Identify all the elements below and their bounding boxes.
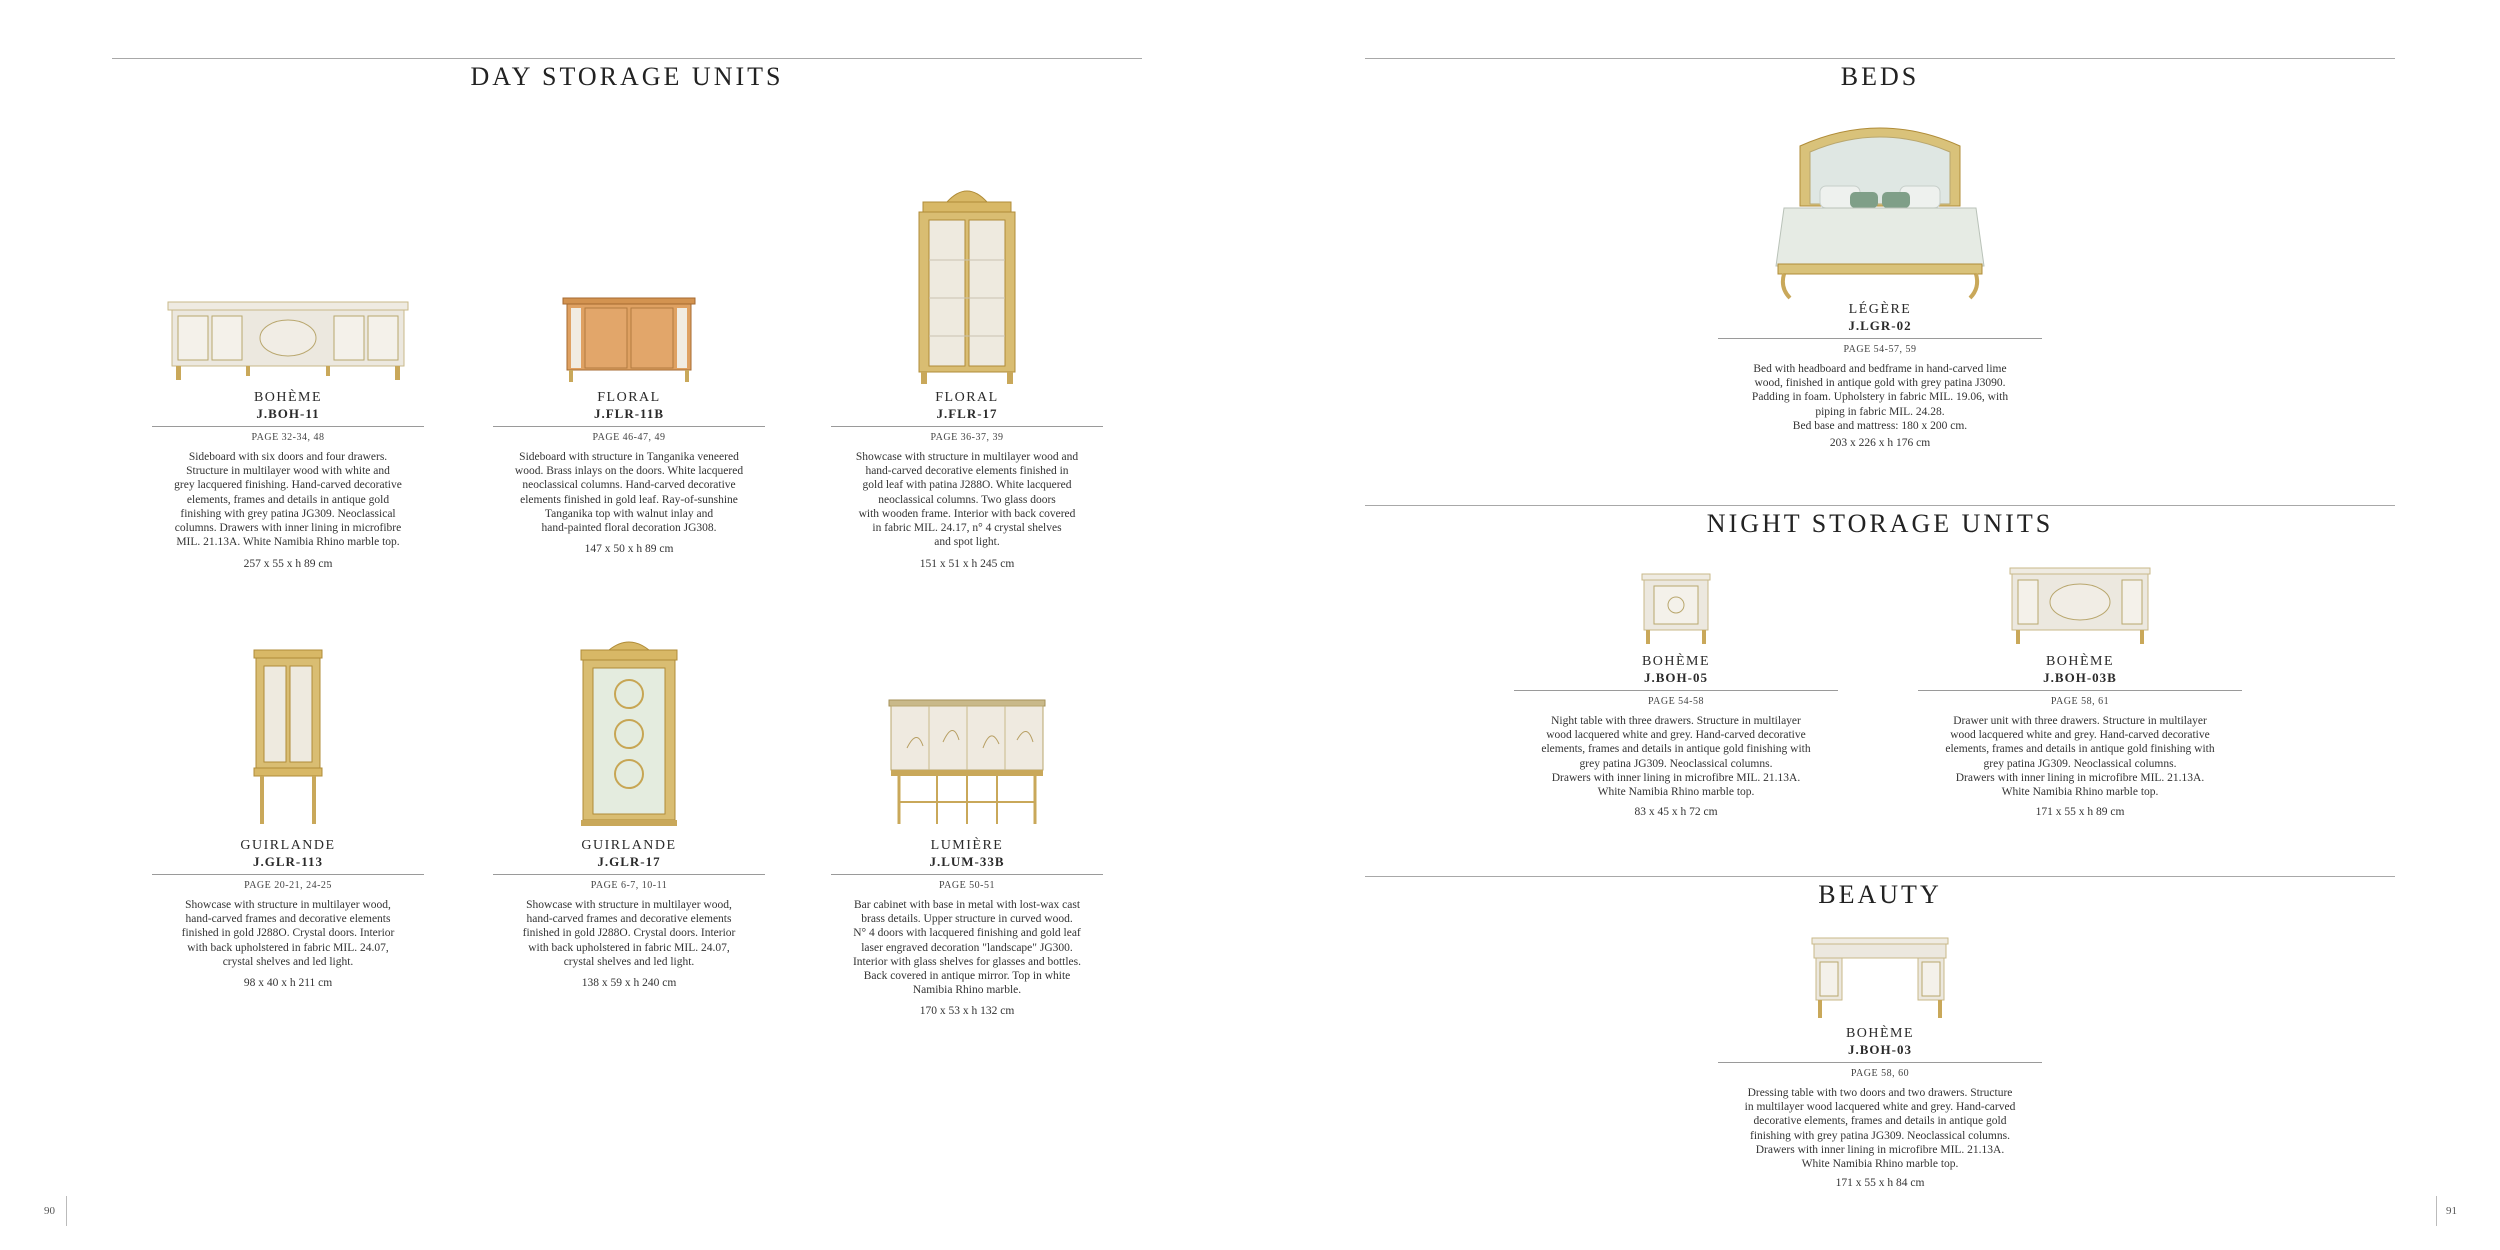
page-edge-line xyxy=(66,1196,67,1226)
product-name: BOHÈME xyxy=(253,390,323,405)
product-name: FLORAL xyxy=(935,390,999,405)
product-divider xyxy=(831,426,1103,427)
page-number: 90 xyxy=(44,1205,55,1217)
product-guirlande-17[interactable] xyxy=(493,610,765,1000)
product-pages: PAGE 46-47, 49 xyxy=(592,432,666,443)
product-pages: PAGE 36-37, 39 xyxy=(930,432,1004,443)
product-code: J.FLR-17 xyxy=(936,406,998,421)
product-description: Dressing table with two doors and two drawers. Structure in multilayer wood lacquered white and grey. Hand-carved decorative elements, frames and details in antique gold finishing with grey patina JG309. Neoclassical columns. Drawers with inner lining in microfibre MIL. 21.13A. White Namibia Rhino marble top. xyxy=(1744,1087,2016,1171)
boheme-dressing-table-image xyxy=(1810,934,1950,1020)
product-dimensions: 83 x 45 x h 72 cm xyxy=(1634,806,1718,818)
product-code: J.LGR-02 xyxy=(1848,318,1912,333)
product-code: J.LUM-33B xyxy=(929,854,1005,869)
product-dimensions: 171 x 55 x h 84 cm xyxy=(1835,1177,1925,1189)
page-number: 91 xyxy=(2446,1205,2457,1217)
product-divider xyxy=(493,874,765,875)
product-name: GUIRLANDE xyxy=(581,838,677,853)
product-name: GUIRLANDE xyxy=(240,838,336,853)
product-name: LÉGÈRE xyxy=(1848,302,1912,317)
section-title-night-storage: NIGHT STORAGE UNITS xyxy=(1706,509,2054,538)
section-rule xyxy=(112,58,1142,59)
product-divider xyxy=(1918,690,2242,691)
product-pages: PAGE 54-57, 59 xyxy=(1843,344,1917,355)
boheme-night-table-image xyxy=(1640,570,1712,646)
floral-showcase-image xyxy=(907,180,1027,386)
product-dimensions: 138 x 59 x h 240 cm xyxy=(581,977,677,989)
product-divider xyxy=(493,426,765,427)
product-divider xyxy=(152,426,424,427)
product-description: Sideboard with six doors and four drawers. Structure in multilayer wood with white and grey lacquered finishing. Hand-carved decorative elements, frames and details in antique gold finishing with grey patina JG309. Neoclassical columns. Drawers with inner lining in microfibre MIL. 21.13A. White Namibia Rhino marble top. xyxy=(174,451,402,549)
section-title-beds: BEDS xyxy=(1840,62,1920,91)
product-dimensions: 171 x 55 x h 89 cm xyxy=(2035,806,2125,818)
product-divider xyxy=(1514,690,1838,691)
product-pages: PAGE 6-7, 10-11 xyxy=(590,880,668,891)
lumiere-bar-image xyxy=(887,698,1047,826)
product-description: Showcase with structure in multilayer wood, hand-carved frames and decorative elements finished in gold J288O. Crystal doors. Interior with back upholstered in fabric MIL. 24.07, crystal shelves and led light. xyxy=(522,899,736,968)
product-divider xyxy=(1718,338,2042,339)
guirlande-17-image xyxy=(575,634,683,826)
product-dimensions: 170 x 53 x h 132 cm xyxy=(919,1005,1015,1017)
product-pages: PAGE 54-58 xyxy=(1647,696,1705,707)
product-description: Night table with three drawers. Structure in multilayer wood lacquered white and grey. Hand-carved decorative elements, frames and details in antique gold finishing with grey patina JG309. Neoclassical columns. Drawers with inner lining in microfibre MIL. 21.13A. White Namibia Rhino marble top. xyxy=(1541,715,1811,799)
product-dimensions: 98 x 40 x h 211 cm xyxy=(243,977,333,989)
product-name: FLORAL xyxy=(597,390,661,405)
product-divider xyxy=(1718,1062,2042,1063)
product-dimensions: 151 x 51 x h 245 cm xyxy=(919,558,1015,570)
product-description: Bar cabinet with base in metal with lost-wax cast brass details. Upper structure in curved wood. N° 4 doors with lacquered finishing and gold leaf laser engraved decoration "landscape" JG300. Interior with glass shelves for glasses and bottles. Back covered in antique mirror. Top in white Namibia Rhino marble. xyxy=(852,899,1082,997)
floral-sideboard-image xyxy=(561,290,697,386)
product-divider xyxy=(831,874,1103,875)
guirlande-113-image xyxy=(248,648,328,826)
product-description: Showcase with structure in multilayer wood and hand-carved decorative elements finished in gold leaf with patina J288O. White lacquered neoclassical columns. Two glass doors with wooden frame. Interior with back covered in fabric MIL. 24.17, n° 4 crystal shelves and spot light. xyxy=(855,451,1079,549)
product-boheme-dressing-table[interactable] xyxy=(1718,930,2042,1200)
product-description: Sideboard with structure in Tanganika veneered wood. Brass inlays on the doors. White lacquered neoclassical columns. Hand-carved decorative elements finished in gold leaf. Ray-of-sunshine Tanganika top with walnut inlay and hand-painted floral decoration JG308. xyxy=(514,451,744,535)
boheme-drawer-unit-image xyxy=(2008,564,2152,646)
product-code: J.GLR-17 xyxy=(597,854,661,869)
section-rule xyxy=(1365,58,2395,59)
product-name: BOHÈME xyxy=(1845,1026,1915,1041)
product-dimensions: 203 x 226 x h 176 cm xyxy=(1829,437,1931,449)
product-name: BOHÈME xyxy=(1641,654,1711,669)
product-code: J.BOH-03B xyxy=(2043,670,2117,685)
section-title-beauty: BEAUTY xyxy=(1818,880,1942,909)
legere-bed-image xyxy=(1770,116,1990,300)
product-boheme-night-table[interactable] xyxy=(1514,560,1838,830)
product-legere-bed[interactable] xyxy=(1718,110,2042,450)
right-page xyxy=(1250,0,2500,1250)
product-pages: PAGE 58, 61 xyxy=(2050,696,2110,707)
product-boheme-sideboard[interactable] xyxy=(152,160,424,580)
boheme-sideboard-image xyxy=(166,290,410,386)
product-name: BOHÈME xyxy=(2045,654,2115,669)
product-floral-sideboard[interactable] xyxy=(493,160,765,580)
product-name: LUMIÈRE xyxy=(930,838,1004,853)
product-code: J.BOH-11 xyxy=(256,406,320,421)
product-pages: PAGE 20-21, 24-25 xyxy=(244,880,332,891)
product-lumiere-bar[interactable] xyxy=(831,610,1103,1030)
product-guirlande-113[interactable] xyxy=(152,610,424,1000)
product-dimensions: 147 x 50 x h 89 cm xyxy=(584,543,674,555)
section-title-day-storage: DAY STORAGE UNITS xyxy=(470,62,784,91)
product-boheme-drawer-unit[interactable] xyxy=(1918,560,2242,830)
product-code: J.BOH-05 xyxy=(1644,670,1708,685)
page-edge-line xyxy=(2436,1196,2437,1226)
product-code: J.FLR-11B xyxy=(593,406,665,421)
product-description: Showcase with structure in multilayer wood, hand-carved frames and decorative elements finished in gold J288O. Crystal doors. Interior with back upholstered in fabric MIL. 24.07, crystal shelves and led light. xyxy=(181,899,395,968)
product-pages: PAGE 58, 60 xyxy=(1850,1068,1910,1079)
product-pages: PAGE 32-34, 48 xyxy=(251,432,325,443)
product-code: J.GLR-113 xyxy=(252,854,324,869)
section-rule xyxy=(1365,876,2395,877)
product-divider xyxy=(152,874,424,875)
product-code: J.BOH-03 xyxy=(1848,1042,1912,1057)
product-description: Drawer unit with three drawers. Structure in multilayer wood lacquered white and grey. Hand-carved decorative elements, frames and details in antique gold finishing with grey patina JG309. Neoclassical columns. Drawers with inner lining in microfibre MIL. 21.13A. White Namibia Rhino marble top. xyxy=(1945,715,2215,799)
product-dimensions: 257 x 55 x h 89 cm xyxy=(243,558,333,570)
product-pages: PAGE 50-51 xyxy=(938,880,996,891)
section-rule xyxy=(1365,505,2395,506)
product-floral-showcase[interactable] xyxy=(831,160,1103,580)
product-description: Bed with headboard and bedframe in hand-carved lime wood, finished in antique gold with grey patina J3090. Padding in foam. Upholstery in fabric MIL. 19.06, with piping in fabric MIL. 24.28. Bed base and mattress: 180 x 200 cm. xyxy=(1751,363,2009,432)
